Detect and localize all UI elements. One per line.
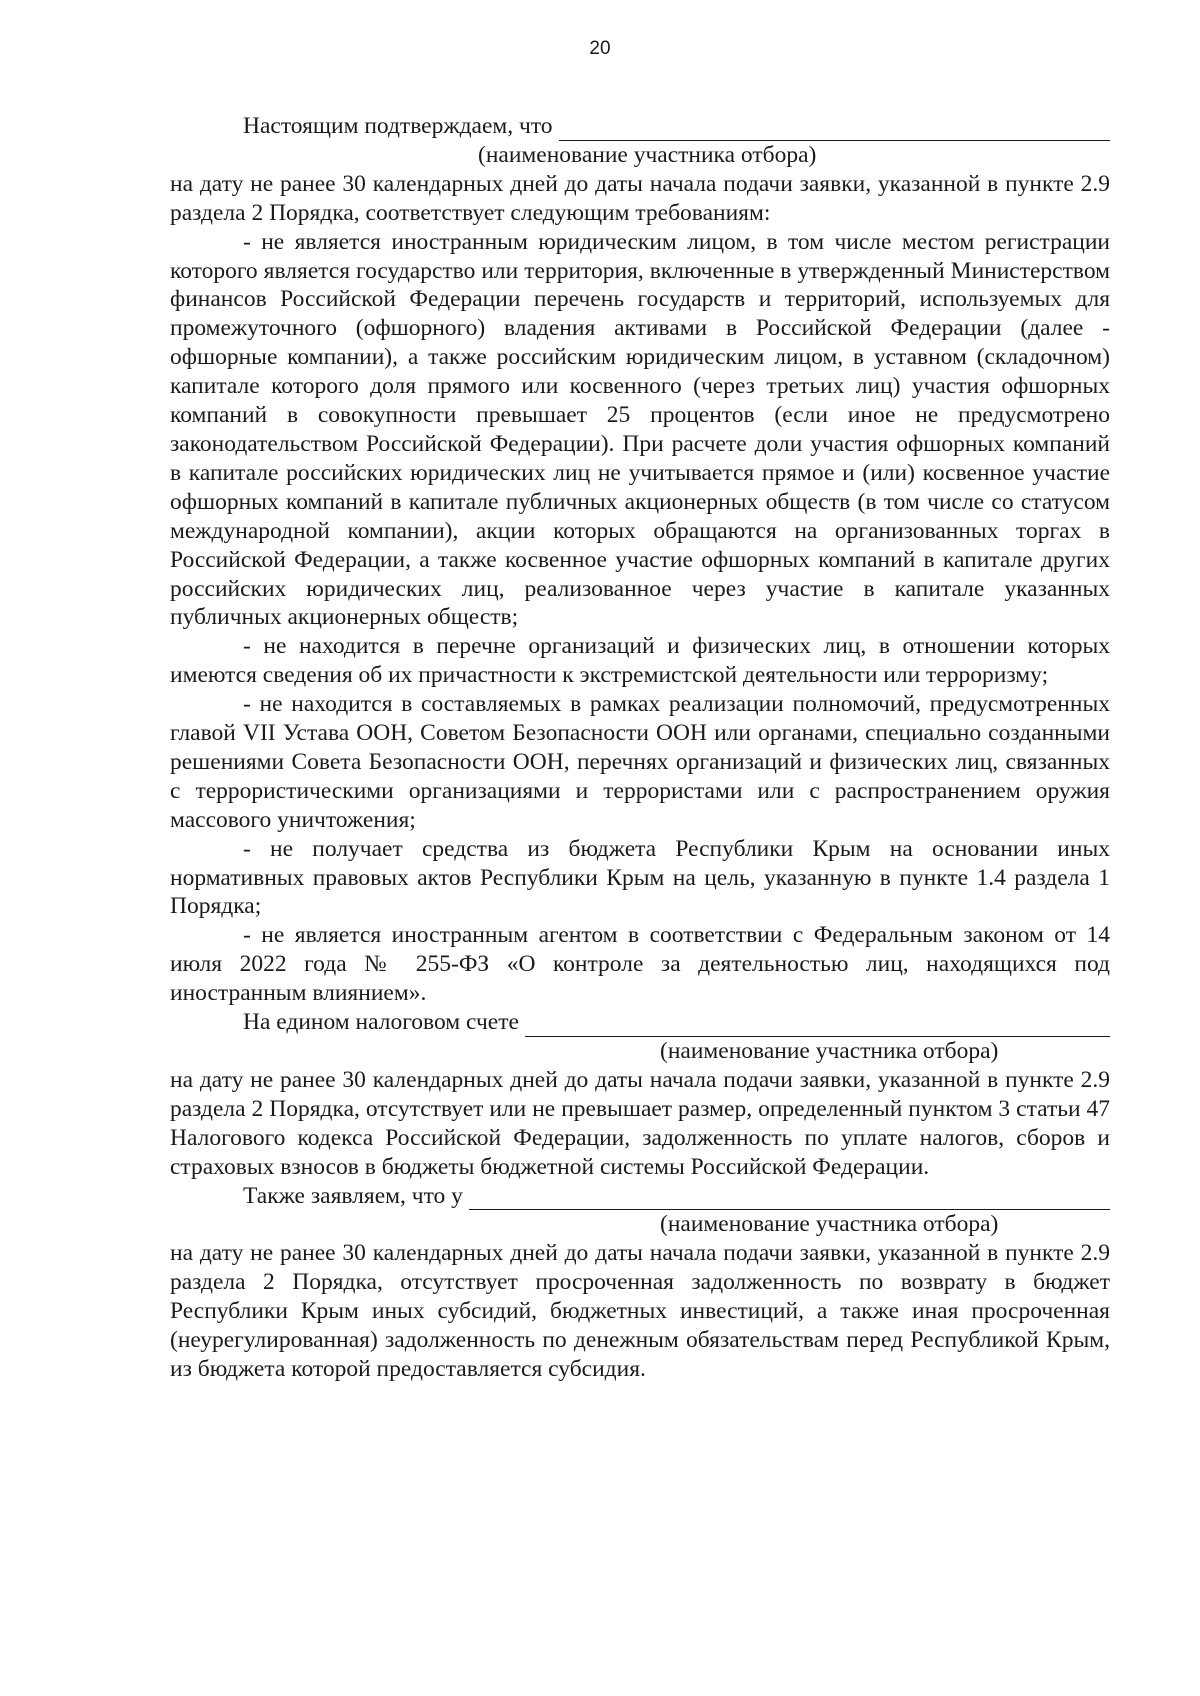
tax-participant-name-caption: (наименование участника отбора) bbox=[660, 1038, 999, 1064]
declaration-line bbox=[170, 1182, 1110, 1211]
declaration-participant-name-caption: (наименование участника отбора) bbox=[660, 1211, 999, 1238]
participant-name-blank[interactable] bbox=[559, 118, 1110, 141]
requirement-item-budget-funds: - не получает средства из бюджета Республики Крым на основании иных нормативных правовых актов Республики Крым на цель, указанную в пункте 1.4 раздела 1 Порядка; bbox=[170, 835, 1110, 920]
tax-account-lead: На едином налоговом счете bbox=[243, 1009, 519, 1036]
requirement-item-extremism: - не находится в перечне организаций и физических лиц, в отношении которых имеются сведения об их причастности к экстремистской деятельности или терроризму; bbox=[170, 633, 1110, 689]
requirements-intro: на дату не ранее 30 календарных дней до даты начала подачи заявки, указанной в пункте 2.9 раздела 2 Порядка, соответствует следующим требованиям: bbox=[170, 170, 1110, 226]
tax-participant-name-blank[interactable] bbox=[525, 1014, 1110, 1037]
overdue-debt-statement: на дату не ранее 30 календарных дней до даты начала подачи заявки, указанной в пункте 2.9 раздела 2 Порядка, отсутствует просроченная задолженность по возврату в бюджет Республики Крым иных субсидий, бюджетных инвестиций, а также иная просроченная (неурегулированная) задолженность по денежным обязательствам перед Республикой Крым, из бюджета которой предоставляется субсидия. bbox=[170, 1240, 1110, 1382]
declaration-participant-name-blank[interactable] bbox=[469, 1187, 1110, 1210]
page-number: 20 bbox=[589, 38, 611, 59]
confirmation-lead: Настоящим подтверждаем, что bbox=[243, 113, 553, 139]
tax-debt-statement: на дату не ранее 30 календарных дней до даты начала подачи заявки, указанной в пункте 2.9 раздела 2 Порядка, отсутствует или не превышает размер, определенный пунктом 3 статьи 47 Налогового кодекса Российской Федерации, задолженность по уплате налогов, сборов и страховых взносов в бюджеты бюджетной системы Российской Федерации. bbox=[170, 1066, 1110, 1180]
confirmation-line bbox=[170, 112, 1110, 141]
requirement-item-un-lists: - не находится в составляемых в рамках реализации полномочий, предусмотренных главой VII Устава ООН, Советом Безопасности ООН или органами, специально созданными решениями Совета Безопасности ООН, перечнях организаций и физических лиц, связанных с террористическими организациями и террористами или с распространением оружия массового уничтожения; bbox=[170, 691, 1110, 833]
participant-name-caption: (наименование участника отбора) bbox=[478, 141, 817, 168]
document-body bbox=[170, 112, 1110, 1384]
tax-account-line bbox=[170, 1008, 1110, 1037]
requirement-item-foreign-entity: - не является иностранным юридическим лицом, в том числе местом регистрации которого является государство или территория, включенные в утвержденный Министерством финансов Российской Федерации перечень государств и территорий, используемых для промежуточного (офшорного) владения активами в Российской Федерации (далее - офшорные компании), а также российским юридическим лицом, в уставном (складочном) капитале которого доля прямого или косвенного (через третьих лиц) участия офшорных компаний в совокупности превышает 25 процентов (если иное не предусмотрено законодательством Российской Федерации). При расчете доли участия офшорных компаний в капитале российских юридических лиц не учитывается прямое и (или) косвенное участие офшорных компаний в капитале публичных акционерных обществ (в том числе со статусом международной компании), акции которых обращаются на организованных торгах в Российской Федерации, а также косвенное участие офшорных компаний в капитале других российских юридических лиц, реализованное через участие в капитале указанных публичных акционерных обществ; bbox=[170, 228, 1110, 631]
requirement-item-foreign-agent: - не является иностранным агентом в соответствии с Федеральным законом от 14 июля 2022 года № 255-ФЗ «О контроле за деятельностью лиц, находящихся под иностранным влиянием». bbox=[170, 922, 1110, 1007]
declaration-lead: Также заявляем, что у bbox=[243, 1182, 463, 1209]
